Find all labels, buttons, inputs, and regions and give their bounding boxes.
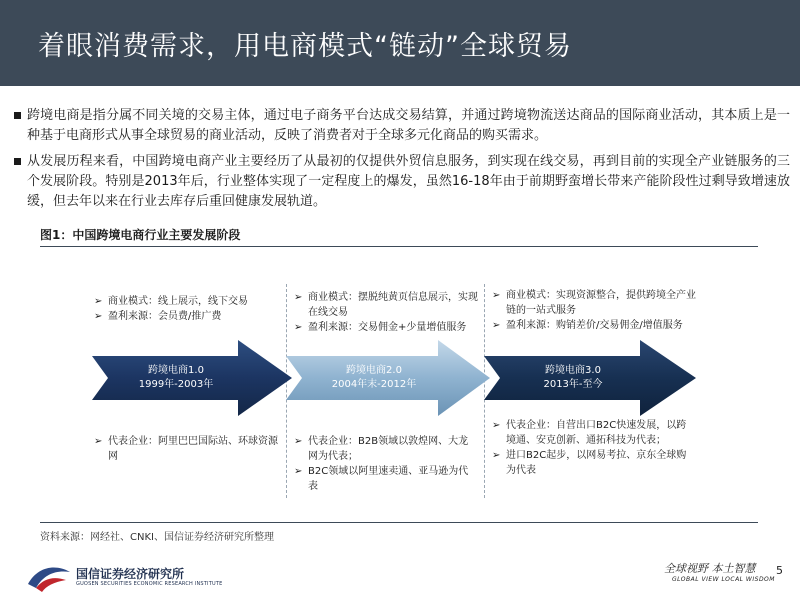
chevron-right-icon: ➢ [294,322,303,333]
chevron-right-icon: ➢ [94,296,103,307]
list-item [490,448,696,478]
chevron-right-icon: ➢ [294,466,303,477]
figure-source: 资料来源：网经社、CNKI、国信证券经济研究所整理 [40,532,274,543]
chevron-right-icon: ➢ [492,420,501,431]
page-title: 着眼消费需求，用电商模式“链动”全球贸易 [38,31,572,62]
list-item [490,418,696,448]
paragraph-text: 跨境电商是指分属不同关境的交易主体，通过电子商务平台达成交易结算，并通过跨境物流送达商品的国际商业活动，其本质上是一种基于电商形式从事全球贸易的商业活动，反映了消费者对于全球多元化商品的购买需求。 [27,108,790,143]
stage3-label [518,364,628,392]
chevron-right-icon: ➢ [492,320,501,331]
page-number: 5 [776,564,783,577]
guosen-logo-icon [26,562,72,592]
list-item-text: 代表企业：B2B领域以敦煌网、大龙网为代表； [308,436,469,462]
stage-name: 跨境电商2.0 [346,365,402,376]
list-item-text: B2C领域以阿里速卖通、亚马逊为代表 [308,466,469,492]
chevron-right-icon: ➢ [94,311,103,322]
stage2-companies-box [292,434,478,494]
figure-title: 图1：中国跨境电商行业主要发展阶段 [40,228,241,242]
slogan-en: GLOBAL VIEW LOCAL WISDOM [672,576,775,583]
institute-name: 国信证券经济研究所 [76,567,185,581]
stage-name: 跨境电商1.0 [148,365,204,376]
list-item-text: 商业模式：线上展示，线下交易 [108,296,248,307]
paragraph-text: 从发展历程来看，中国跨境电商产业主要经历了从最初的仅提供外贸信息服务，到实现在线交易，再到目前的实现全产业链服务的三个发展阶段。特别是2013年后，行业整体实现了一定程度上的爆发，虽然16-18年由于前期野蛮增长带来产能阶段性过剩导致增速放缓，但去年以来在行业去库存后重回健康发展轨道。 [27,154,790,209]
stage-period: 2013年-至今 [543,379,603,390]
stage-period: 2004年末-2012年 [331,379,417,390]
institute-name-en: GUOSEN SECURITIES ECONOMIC RESEARCH INSTITUTE [76,581,223,587]
list-item-text: 盈利来源：交易佣金+少量增值服务 [308,322,467,333]
chevron-right-icon: ➢ [492,290,501,301]
list-item [92,434,278,464]
chevron-right-icon: ➢ [492,450,501,461]
divider [40,522,758,523]
list-item [292,434,478,464]
chevron-right-icon: ➢ [94,436,103,447]
chevron-right-icon: ➢ [294,292,303,303]
stage3-companies-box [490,418,696,478]
list-item [292,464,478,494]
slogan: 全球视野 本土智慧 [664,562,756,575]
list-item-text: 商业模式：实现资源整合，提供跨境全产业链的一站式服务 [506,290,696,316]
list-item-text: 商业模式：摆脱纯黄页信息展示，实现在线交易 [308,292,478,318]
stage-period: 1999年-2003年 [138,379,214,390]
list-item-text: 代表企业：自营出口B2C快速发展，以跨境通、安克创新、通拓科技为代表； [506,420,687,446]
stage1-companies-box [92,434,278,464]
list-item-text: 代表企业：阿里巴巴国际站、环球资源网 [108,436,278,462]
list-item-text: 盈利来源：会员费/推广费 [108,311,222,322]
stage2-label [314,364,434,392]
list-item-text: 盈利来源：购销差价/交易佣金/增值服务 [506,320,683,331]
list-item-text: 进口B2C起步，以网易考拉、京东全球购为代表 [506,450,687,476]
stage1-label [116,364,236,392]
chevron-right-icon: ➢ [294,436,303,447]
stage-name: 跨境电商3.0 [545,365,601,376]
